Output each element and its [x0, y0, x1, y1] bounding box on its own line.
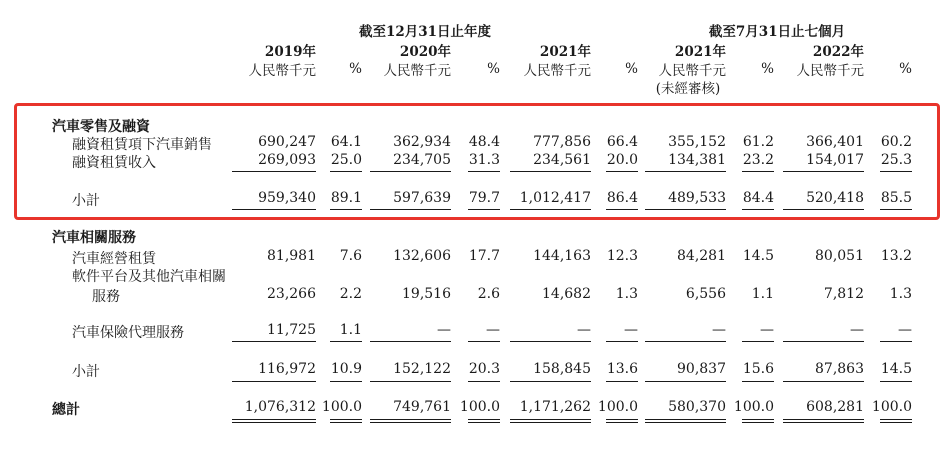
rule: [606, 381, 638, 382]
header-unit-2022-7m: 人民幣千元: [796, 63, 864, 79]
double-rule: [742, 422, 774, 423]
header-pct-2022-7m: %: [899, 61, 912, 77]
rule: [330, 341, 362, 342]
cell-2019-pct: 1.1: [339, 322, 362, 338]
double-rule: [606, 422, 638, 423]
row-label: 汽車經營租賃: [72, 251, 156, 267]
cell-2020: —: [437, 322, 451, 338]
row-label: 軟件平台及其他汽車相關: [72, 269, 226, 285]
cell-2022-7m: 80,051: [815, 248, 864, 264]
cell-2022-7m: 154,017: [806, 152, 864, 168]
double-rule: [510, 419, 591, 420]
cell-2022-7m-pct: 1.3: [889, 286, 912, 302]
double-rule: [330, 419, 362, 420]
cell-2019-pct: 10.9: [330, 361, 362, 377]
cell-2020-pct: 100.0: [459, 399, 500, 415]
header-unit-2021-7m: 人民幣千元: [658, 63, 726, 79]
header-group-year: 截至12月31日止年度: [358, 24, 492, 40]
cell-2021-7m: 90,837: [677, 361, 726, 377]
header-year-2019: 2019年: [264, 44, 316, 60]
cell-2019: 959,340: [258, 190, 316, 206]
cell-2019-pct: 7.6: [339, 248, 362, 264]
cell-2020: 749,761: [393, 399, 451, 415]
rule: [370, 341, 451, 342]
rule: [468, 341, 500, 342]
cell-2021: —: [577, 322, 591, 338]
row-label: 汽車保險代理服務: [72, 325, 184, 341]
cell-2022-7m-pct: 85.5: [880, 190, 912, 206]
double-rule: [783, 422, 864, 423]
section-title-auto-services: 汽車相關服務: [52, 230, 136, 246]
header-year-2021-7m: 2021年: [674, 44, 726, 60]
header-year-2021: 2021年: [539, 44, 591, 60]
double-rule: [468, 419, 500, 420]
cell-2019-pct: 25.0: [330, 152, 362, 168]
cell-2021: 1,171,262: [519, 399, 591, 415]
cell-2020: 132,606: [393, 248, 451, 264]
rule: [510, 381, 591, 382]
cell-2021: 777,856: [533, 134, 591, 150]
cell-2022-7m: 7,812: [823, 286, 864, 302]
rule: [370, 381, 451, 382]
cell-2021-7m: 6,556: [685, 286, 726, 302]
cell-2019: 116,972: [258, 361, 316, 377]
cell-2020: 152,122: [393, 361, 451, 377]
header-unit-2021: 人民幣千元: [523, 63, 591, 79]
double-rule: [370, 419, 451, 420]
cell-2019: 23,266: [267, 286, 316, 302]
cell-2020-pct: —: [486, 322, 500, 338]
rule: [232, 381, 316, 382]
cell-2019: 269,093: [258, 152, 316, 168]
header-unaudited: (未經審核): [655, 81, 721, 97]
cell-2021-7m-pct: 1.1: [751, 286, 774, 302]
header-unit-2020: 人民幣千元: [383, 63, 451, 79]
rule: [742, 381, 774, 382]
cell-2021-pct: 1.3: [615, 286, 638, 302]
cell-2021: 234,561: [533, 152, 591, 168]
cell-2021-7m: 84,281: [677, 248, 726, 264]
cell-2021-7m-pct: 84.4: [742, 190, 774, 206]
cell-2020-pct: 79.7: [468, 190, 500, 206]
double-rule: [510, 422, 591, 423]
cell-2021: 144,163: [533, 248, 591, 264]
rule: [783, 341, 864, 342]
cell-2022-7m: 608,281: [806, 399, 864, 415]
cell-2021-pct: 66.4: [606, 134, 638, 150]
cell-2020: 234,705: [393, 152, 451, 168]
cell-2021-7m: 489,533: [668, 190, 726, 206]
cell-2020-pct: 20.3: [468, 361, 500, 377]
cell-2020-pct: 31.3: [468, 152, 500, 168]
cell-2022-7m-pct: 100.0: [871, 399, 912, 415]
cell-2022-7m: 520,418: [806, 190, 864, 206]
header-pct-2020: %: [487, 61, 500, 77]
highlight-box: [14, 103, 940, 220]
row-label: 融資租賃項下汽車銷售: [72, 137, 212, 153]
row-label: 小計: [72, 364, 100, 380]
row-label: 融資租賃收入: [72, 155, 156, 171]
double-rule: [783, 419, 864, 420]
cell-2021-7m-pct: —: [760, 322, 774, 338]
header-unit-2019: 人民幣千元: [248, 63, 316, 79]
double-rule: [606, 419, 638, 420]
row-label: 小計: [72, 193, 100, 209]
cell-2021-pct: 86.4: [606, 190, 638, 206]
rule: [232, 341, 316, 342]
cell-2021-7m-pct: 15.6: [742, 361, 774, 377]
cell-2021-7m-pct: 14.5: [742, 248, 774, 264]
rule: [880, 341, 912, 342]
double-rule: [330, 422, 362, 423]
cell-2021-pct: —: [624, 322, 638, 338]
cell-2021-7m-pct: 100.0: [733, 399, 774, 415]
double-rule: [468, 422, 500, 423]
cell-2021: 158,845: [533, 361, 591, 377]
cell-2021: 14,682: [542, 286, 591, 302]
cell-2022-7m: —: [850, 322, 864, 338]
header-year-2022-7m: 2022年: [812, 44, 864, 60]
header-pct-2021: %: [625, 61, 638, 77]
cell-2020-pct: 17.7: [468, 248, 500, 264]
rule: [742, 341, 774, 342]
double-rule: [232, 419, 316, 420]
cell-2021-7m: 580,370: [668, 399, 726, 415]
row-label-continued: 服務: [92, 289, 120, 305]
cell-2020: 597,639: [393, 190, 451, 206]
cell-2021-pct: 100.0: [597, 399, 638, 415]
cell-2022-7m-pct: 14.5: [880, 361, 912, 377]
rule: [510, 341, 591, 342]
double-rule: [880, 422, 912, 423]
cell-2019: 1,076,312: [244, 399, 316, 415]
cell-2019: 11,725: [267, 322, 316, 338]
cell-2019: 81,981: [267, 248, 316, 264]
cell-2022-7m-pct: 13.2: [880, 248, 912, 264]
cell-2019-pct: 64.1: [330, 134, 362, 150]
header-pct-2019: %: [349, 61, 362, 77]
rule: [330, 381, 362, 382]
double-rule: [645, 422, 726, 423]
header-year-2020: 2020年: [399, 44, 451, 60]
cell-2020: 362,934: [393, 134, 451, 150]
cell-2021: 1,012,417: [519, 190, 591, 206]
rule: [645, 341, 726, 342]
double-rule: [645, 419, 726, 420]
rule: [606, 341, 638, 342]
cell-2021-7m-pct: 61.2: [742, 134, 774, 150]
cell-2021-pct: 20.0: [606, 152, 638, 168]
cell-2021-7m-pct: 23.2: [742, 152, 774, 168]
cell-2019-pct: 89.1: [330, 190, 362, 206]
double-rule: [742, 419, 774, 420]
cell-2021-7m: 134,381: [668, 152, 726, 168]
cell-2022-7m: 87,863: [815, 361, 864, 377]
rule: [645, 381, 726, 382]
cell-2021-7m: 355,152: [668, 134, 726, 150]
cell-2019-pct: 2.2: [339, 286, 362, 302]
rule: [783, 381, 864, 382]
cell-2021-pct: 13.6: [606, 361, 638, 377]
cell-2020-pct: 2.6: [477, 286, 500, 302]
cell-2022-7m-pct: 60.2: [880, 134, 912, 150]
rule: [880, 381, 912, 382]
section-title-retail-financing: 汽車零售及融資: [52, 119, 150, 135]
cell-2019-pct: 100.0: [321, 399, 362, 415]
rule: [468, 381, 500, 382]
cell-2022-7m: 366,401: [806, 134, 864, 150]
row-label: 總計: [52, 402, 80, 418]
double-rule: [232, 422, 316, 423]
double-rule: [370, 422, 451, 423]
header-pct-2021-7m: %: [761, 61, 774, 77]
header-group-seven-months: 截至7月31日止七個月: [708, 24, 846, 40]
cell-2021-7m: —: [712, 322, 726, 338]
cell-2020: 19,516: [402, 286, 451, 302]
cell-2022-7m-pct: 25.3: [880, 152, 912, 168]
cell-2022-7m-pct: —: [898, 322, 912, 338]
cell-2019: 690,247: [258, 134, 316, 150]
cell-2020-pct: 48.4: [468, 134, 500, 150]
cell-2021-pct: 12.3: [606, 248, 638, 264]
double-rule: [880, 419, 912, 420]
